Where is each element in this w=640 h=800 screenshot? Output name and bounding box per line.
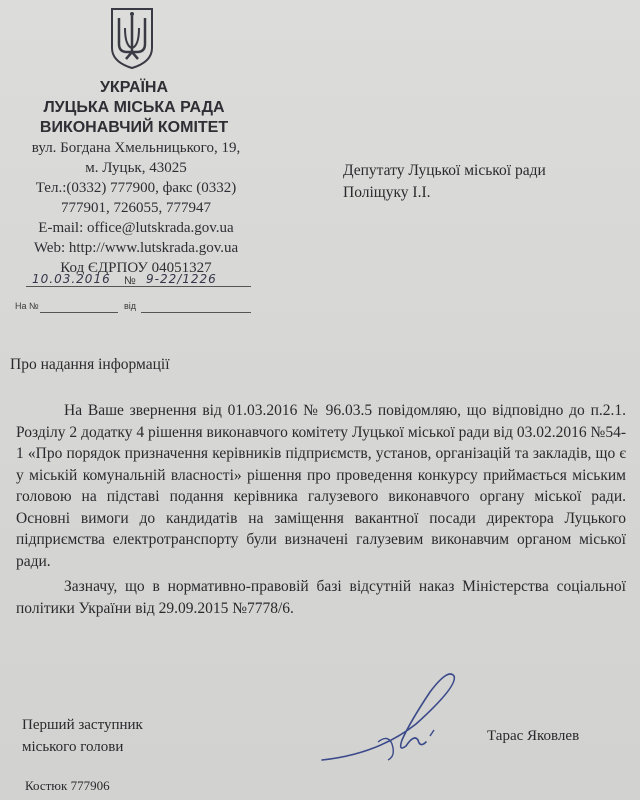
incoming-date-label: від [124,301,137,311]
position-line-1: Перший заступник [22,717,143,733]
phone-line-1: Тел.:(0332) 777900, факс (0332) [35,180,237,196]
addressee-block [343,160,546,204]
email-line: E-mail: office@lutskrada.gov.ua [38,220,234,236]
body-paragraph: Зазначу, що в нормативно-правовій базі відсутній наказ Міністерства соціальної політики України від 29.09.2015 №7778/6. [16,578,626,617]
body-paragraph: На Ваше звернення від 01.03.2016 № 96.03.5 повідомляю, що відповідно до п.2.1. Розділу 2 додатку 4 рішення виконавчого комітету Луцької міської ради від 03.02.2016 №54-1 «Про порядок призначення керівників підприємств, установ, організацій та закладів, що є у міській комунальній власності» рішення про проведення конкурсу приймається міським головою на підставі подання керівника галузевого виконавчого органу міської ради. Основні вимоги до кандидатів на заміщення вакантної посади директора Луцького підприємства електротранспорту були визначені галузевим виконавчим органом міської ради. [16,402,626,570]
phone-line-2: 777901, 726055, 777947 [61,200,211,216]
outgoing-number: 9-22/1226 [146,272,217,286]
position-line-2: міського голови [22,739,124,755]
signatory-position [22,714,143,758]
executor-note: Костюк 777906 [25,778,110,793]
incoming-date-line [141,312,251,313]
trident-emblem-icon [109,6,155,70]
outgoing-line [26,286,251,287]
addressee-title: Депутату Луцької міської ради [343,162,546,179]
addressee-name: Поліщуку І.І. [343,184,431,201]
web-line: Web: http://www.lutskrada.gov.ua [33,240,239,256]
letter-body [16,400,626,619]
outgoing-num-sign: № [124,275,136,287]
outgoing-date: 10.03.2016 [32,272,111,286]
header-country: УКРАЇНА [99,79,169,96]
header-council: ЛУЦЬКА МІСЬКА РАДА [43,99,225,116]
address-city: м. Луцьк, 43025 [85,160,187,176]
address-street: вул. Богдана Хмельницького, 19, [31,140,241,156]
signatory-name: Тарас Яковлев [487,728,580,744]
handwritten-signature [318,664,478,774]
edrpou-code: Код ЄДРПОУ 04051327 [60,260,212,276]
header-committee: ВИКОНАВЧИЙ КОМІТЕТ [39,119,229,136]
incoming-num-label: На № [15,301,39,311]
incoming-num-line [40,312,118,313]
letter-subject: Про надання інформації [10,356,170,373]
